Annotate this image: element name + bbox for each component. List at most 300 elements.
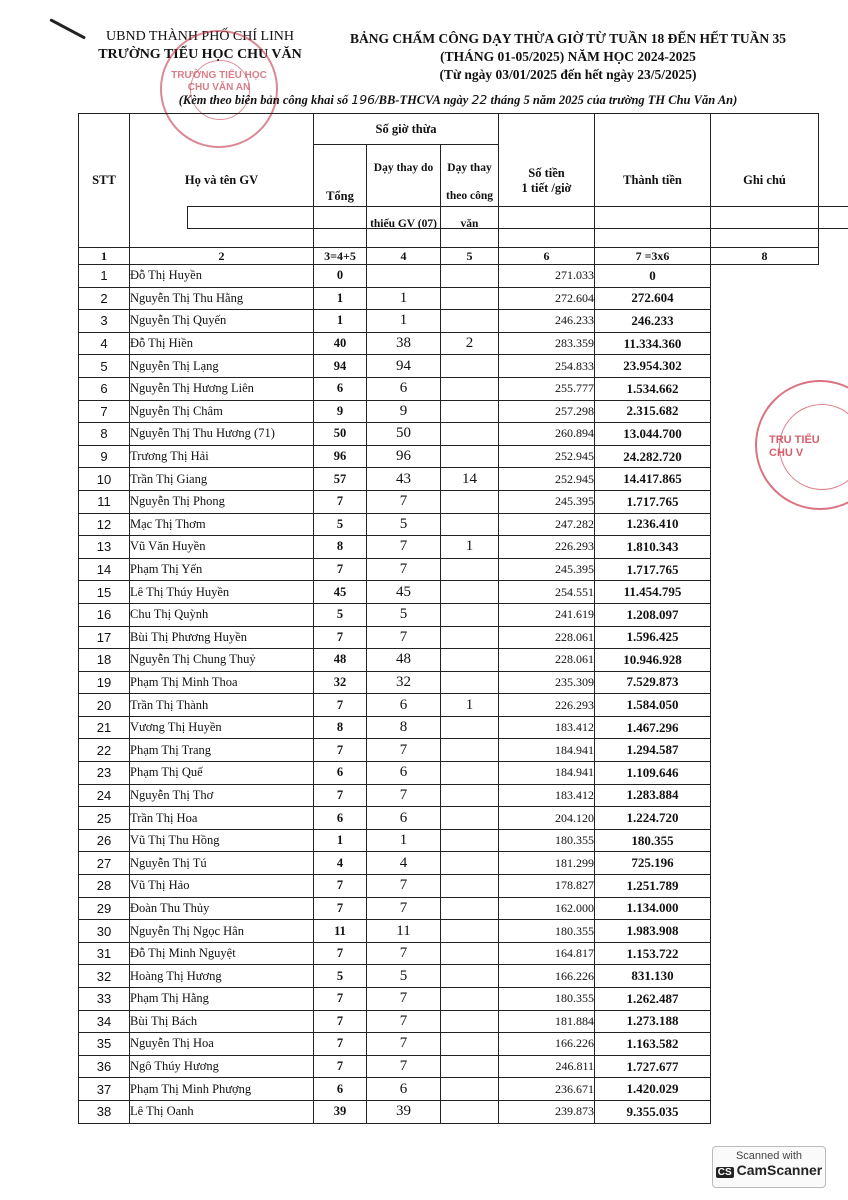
cell-stt: 10 — [79, 468, 130, 491]
cell-total-hours: 7 — [314, 988, 367, 1011]
cell-total-hours: 8 — [314, 716, 367, 739]
cell-teacher-name: Phạm Thị Minh Phượng — [130, 1078, 314, 1101]
cell-substitute-hours: 7 — [367, 490, 441, 513]
table-row — [79, 671, 819, 694]
cell-rate-per-hour: 246.233 — [499, 310, 595, 333]
day-thay-theo-line-3: văn — [460, 218, 479, 230]
cell-amount: 7.529.873 — [595, 671, 711, 694]
table-row — [79, 920, 819, 943]
cell-substitute-hours: 7 — [367, 897, 441, 920]
cell-amount: 1.983.908 — [595, 920, 711, 943]
cell-official-substitute-hours — [441, 265, 499, 288]
camscanner-logo-icon: CS — [717, 1167, 732, 1178]
cell-total-hours: 1 — [314, 829, 367, 852]
table-row — [79, 1010, 819, 1033]
cell-stt: 16 — [79, 603, 130, 626]
cell-amount: 725.196 — [595, 852, 711, 875]
cell-stt: 27 — [79, 852, 130, 875]
cell-amount: 1.534.662 — [595, 377, 711, 400]
cell-total-hours: 7 — [314, 1033, 367, 1056]
table-row — [79, 965, 819, 988]
cell-total-hours: 6 — [314, 1078, 367, 1101]
col-header-name: Họ và tên GV — [130, 114, 314, 248]
cell-substitute-hours: 96 — [367, 445, 441, 468]
cell-total-hours: 7 — [314, 558, 367, 581]
cell-teacher-name: Trần Thị Hoa — [130, 807, 314, 830]
cell-teacher-name: Trương Thị Hải — [130, 445, 314, 468]
cell-total-hours: 7 — [314, 1010, 367, 1033]
cell-amount: 1.163.582 — [595, 1033, 711, 1056]
cell-official-substitute-hours — [441, 626, 499, 649]
header-row-1 — [79, 114, 819, 145]
column-number: 2 — [130, 248, 314, 265]
title-line-2: (THÁNG 01-05/2025) NĂM HỌC 2024-2025 — [440, 49, 696, 64]
cell-teacher-name: Phạm Thị Quế — [130, 762, 314, 785]
cell-amount: 1.584.050 — [595, 694, 711, 717]
cell-rate-per-hour: 183.412 — [499, 716, 595, 739]
cell-substitute-hours: 7 — [367, 626, 441, 649]
cell-stt: 37 — [79, 1078, 130, 1101]
cell-teacher-name: Phạm Thị Minh Thoa — [130, 671, 314, 694]
column-number: 4 — [367, 248, 441, 265]
table-row — [79, 310, 819, 333]
cell-rate-per-hour: 239.873 — [499, 1100, 595, 1123]
cell-substitute-hours: 1 — [367, 287, 441, 310]
title-line-1: BẢNG CHẤM CÔNG DẠY THỪA GIỜ TỪ TUẦN 18 ĐẾN HẾT TUẦN 35 — [349, 31, 787, 46]
cell-official-substitute-hours — [441, 988, 499, 1011]
cell-teacher-name: Nguyễn Thị Tú — [130, 852, 314, 875]
cell-total-hours: 9 — [314, 400, 367, 423]
cell-teacher-name: Nguyễn Thị Chung Thuỷ — [130, 649, 314, 672]
cell-amount: 1.727.677 — [595, 1055, 711, 1078]
cell-official-substitute-hours: 1 — [441, 536, 499, 559]
cell-rate-per-hour: 228.061 — [499, 626, 595, 649]
cell-rate-per-hour: 241.619 — [499, 603, 595, 626]
cell-substitute-hours: 7 — [367, 875, 441, 898]
table-row — [79, 852, 819, 875]
cell-total-hours: 11 — [314, 920, 367, 943]
cell-amount: 11.454.795 — [595, 581, 711, 604]
cell-official-substitute-hours — [441, 897, 499, 920]
col-header-tong: Tổng — [314, 145, 367, 248]
day-thay-theo-line-2: theo công — [446, 190, 493, 202]
cell-stt: 13 — [79, 536, 130, 559]
cell-official-substitute-hours — [441, 355, 499, 378]
cell-total-hours: 40 — [314, 332, 367, 355]
cell-official-substitute-hours — [441, 852, 499, 875]
cell-substitute-hours: 7 — [367, 784, 441, 807]
table-row — [79, 942, 819, 965]
table-row — [79, 988, 819, 1011]
note-prefix: (Kèm theo biên bản công khai số — [178, 93, 349, 107]
cell-substitute-hours: 50 — [367, 423, 441, 446]
cell-substitute-hours: 39 — [367, 1100, 441, 1123]
cell-amount: 1.420.029 — [595, 1078, 711, 1101]
note-day: 22 — [471, 92, 488, 107]
cell-total-hours: 7 — [314, 490, 367, 513]
cell-substitute-hours: 6 — [367, 1078, 441, 1101]
cell-official-substitute-hours — [441, 423, 499, 446]
cell-substitute-hours: 7 — [367, 1010, 441, 1033]
cell-official-substitute-hours — [441, 377, 499, 400]
cell-official-substitute-hours — [441, 965, 499, 988]
cell-teacher-name: Phạm Thị Hằng — [130, 988, 314, 1011]
cell-teacher-name: Phạm Thị Trang — [130, 739, 314, 762]
cell-rate-per-hour: 164.817 — [499, 942, 595, 965]
cell-amount: 23.954.302 — [595, 355, 711, 378]
table-row — [79, 897, 819, 920]
cell-teacher-name: Vũ Thị Thu Hồng — [130, 829, 314, 852]
cell-substitute-hours: 6 — [367, 762, 441, 785]
cell-total-hours: 7 — [314, 942, 367, 965]
cell-substitute-hours: 7 — [367, 1055, 441, 1078]
cell-rate-per-hour: 228.061 — [499, 649, 595, 672]
cell-substitute-hours: 7 — [367, 558, 441, 581]
cell-official-substitute-hours — [441, 920, 499, 943]
cell-official-substitute-hours — [441, 1055, 499, 1078]
cell-amount: 1.810.343 — [595, 536, 711, 559]
table-row — [79, 445, 819, 468]
cell-substitute-hours: 7 — [367, 536, 441, 559]
cell-official-substitute-hours — [441, 287, 499, 310]
cell-stt: 21 — [79, 716, 130, 739]
cell-substitute-hours: 11 — [367, 920, 441, 943]
cell-teacher-name: Nguyễn Thị Hoa — [130, 1033, 314, 1056]
cell-rate-per-hour: 245.395 — [499, 558, 595, 581]
cell-stt: 19 — [79, 671, 130, 694]
cell-stt: 9 — [79, 445, 130, 468]
title-line-3: (Từ ngày 03/01/2025 đến hết ngày 23/5/2025) — [439, 67, 697, 82]
cell-rate-per-hour: 255.777 — [499, 377, 595, 400]
cell-total-hours: 7 — [314, 784, 367, 807]
cell-stt: 2 — [79, 287, 130, 310]
cell-substitute-hours: 6 — [367, 694, 441, 717]
cell-substitute-hours: 7 — [367, 1033, 441, 1056]
cell-amount: 1.283.884 — [595, 784, 711, 807]
cell-amount: 1.717.765 — [595, 558, 711, 581]
cell-amount: 1.262.487 — [595, 988, 711, 1011]
cell-total-hours: 39 — [314, 1100, 367, 1123]
cell-teacher-name: Nguyễn Thị Hương Liên — [130, 377, 314, 400]
cell-stt: 25 — [79, 807, 130, 830]
cell-official-substitute-hours — [441, 739, 499, 762]
column-number: 7 =3x6 — [595, 248, 711, 265]
cell-teacher-name: Lê Thị Thúy Huyền — [130, 581, 314, 604]
cell-teacher-name: Nguyễn Thị Phong — [130, 490, 314, 513]
cell-stt: 6 — [79, 377, 130, 400]
cell-rate-per-hour: 236.671 — [499, 1078, 595, 1101]
cell-rate-per-hour: 162.000 — [499, 897, 595, 920]
cell-substitute-hours — [367, 265, 441, 288]
cell-amount: 9.355.035 — [595, 1100, 711, 1123]
cell-amount: 1.467.296 — [595, 716, 711, 739]
table-row — [79, 490, 819, 513]
cell-rate-per-hour: 245.395 — [499, 490, 595, 513]
column-number: 6 — [499, 248, 595, 265]
cell-official-substitute-hours: 2 — [441, 332, 499, 355]
cell-rate-per-hour: 247.282 — [499, 513, 595, 536]
cell-teacher-name: Vũ Văn Huyền — [130, 536, 314, 559]
cell-amount: 1.134.000 — [595, 897, 711, 920]
cell-teacher-name: Hoàng Thị Hương — [130, 965, 314, 988]
cell-substitute-hours: 5 — [367, 513, 441, 536]
cell-rate-per-hour: 235.309 — [499, 671, 595, 694]
so-tien-line-2: 1 tiết /giờ — [521, 180, 572, 195]
table-row — [79, 423, 819, 446]
cell-teacher-name: Nguyễn Thị Châm — [130, 400, 314, 423]
cell-official-substitute-hours: 1 — [441, 694, 499, 717]
table-row — [79, 558, 819, 581]
cell-note — [187, 206, 848, 230]
table-row — [79, 355, 819, 378]
cell-teacher-name: Chu Thị Quỳnh — [130, 603, 314, 626]
cell-substitute-hours: 7 — [367, 739, 441, 762]
cell-amount: 0 — [595, 265, 711, 288]
cell-total-hours: 6 — [314, 762, 367, 785]
cell-amount: 1.224.720 — [595, 807, 711, 830]
cell-total-hours: 7 — [314, 626, 367, 649]
cell-official-substitute-hours — [441, 829, 499, 852]
cell-total-hours: 7 — [314, 694, 367, 717]
cell-teacher-name: Đỗ Thị Hiền — [130, 332, 314, 355]
cell-official-substitute-hours — [441, 1033, 499, 1056]
note-middle: /BB-THCVA ngày — [375, 93, 469, 107]
cell-total-hours: 7 — [314, 875, 367, 898]
table-row — [79, 581, 819, 604]
cell-amount: 1.717.765 — [595, 490, 711, 513]
cell-rate-per-hour: 254.833 — [499, 355, 595, 378]
org-line-1: UBND THÀNH PHỐ CHÍ LINH — [106, 29, 294, 44]
cell-total-hours: 45 — [314, 581, 367, 604]
cell-teacher-name: Bùi Thị Phương Huyền — [130, 626, 314, 649]
cell-stt: 28 — [79, 875, 130, 898]
cell-amount: 272.604 — [595, 287, 711, 310]
cell-official-substitute-hours — [441, 649, 499, 672]
table-row — [79, 513, 819, 536]
cell-rate-per-hour: 246.811 — [499, 1055, 595, 1078]
cell-stt: 31 — [79, 942, 130, 965]
cell-teacher-name: Đỗ Thị Huyền — [130, 265, 314, 288]
column-number: 8 — [711, 248, 819, 265]
cell-amount: 10.946.928 — [595, 649, 711, 672]
cell-rate-per-hour: 271.033 — [499, 265, 595, 288]
day-thay-theo-line-1: Dạy thay — [447, 162, 492, 174]
col-header-day-thay-theo — [441, 145, 499, 248]
cell-official-substitute-hours — [441, 784, 499, 807]
table-row — [79, 716, 819, 739]
cell-official-substitute-hours — [441, 400, 499, 423]
document-title — [318, 30, 818, 84]
stamp-right-text: TRU TIỂU CHU V — [769, 434, 820, 459]
cell-substitute-hours: 8 — [367, 716, 441, 739]
cell-teacher-name: Phạm Thị Yến — [130, 558, 314, 581]
table-row — [79, 875, 819, 898]
cell-total-hours: 96 — [314, 445, 367, 468]
cell-total-hours: 4 — [314, 852, 367, 875]
cell-substitute-hours: 9 — [367, 400, 441, 423]
cell-official-substitute-hours — [441, 1100, 499, 1123]
note-suffix: tháng 5 năm 2025 của trường TH Chu Văn An) — [490, 93, 738, 107]
day-thay-do-line-2: thiếu GV (07) — [370, 218, 437, 230]
table-row — [79, 1100, 819, 1123]
cell-stt: 14 — [79, 558, 130, 581]
cell-official-substitute-hours — [441, 310, 499, 333]
table-row — [79, 807, 819, 830]
column-number-row — [79, 248, 819, 265]
table-row — [79, 1078, 819, 1101]
cell-substitute-hours: 32 — [367, 671, 441, 694]
cell-total-hours: 6 — [314, 807, 367, 830]
cell-official-substitute-hours — [441, 942, 499, 965]
cell-stt: 4 — [79, 332, 130, 355]
cell-rate-per-hour: 260.894 — [499, 423, 595, 446]
cell-official-substitute-hours — [441, 807, 499, 830]
cell-official-substitute-hours — [441, 490, 499, 513]
cell-stt: 8 — [79, 423, 130, 446]
cell-rate-per-hour: 252.945 — [499, 445, 595, 468]
cell-teacher-name: Lê Thị Oanh — [130, 1100, 314, 1123]
column-number: 1 — [79, 248, 130, 265]
cell-total-hours: 5 — [314, 965, 367, 988]
cell-amount: 1.236.410 — [595, 513, 711, 536]
cell-stt: 35 — [79, 1033, 130, 1056]
col-header-so-gio-thua: Số giờ thừa — [314, 114, 499, 145]
cell-amount: 1.251.789 — [595, 875, 711, 898]
cell-stt: 38 — [79, 1100, 130, 1123]
cell-substitute-hours: 1 — [367, 829, 441, 852]
cell-official-substitute-hours — [441, 558, 499, 581]
cell-stt: 23 — [79, 762, 130, 785]
column-number: 5 — [441, 248, 499, 265]
cell-rate-per-hour: 283.359 — [499, 332, 595, 355]
cell-official-substitute-hours — [441, 875, 499, 898]
table-row — [79, 265, 819, 288]
cell-amount: 1.596.425 — [595, 626, 711, 649]
cell-rate-per-hour: 180.355 — [499, 920, 595, 943]
cell-stt: 26 — [79, 829, 130, 852]
cell-amount: 11.334.360 — [595, 332, 711, 355]
cell-teacher-name: Nguyễn Thị Quyến — [130, 310, 314, 333]
cell-amount: 831.130 — [595, 965, 711, 988]
cell-total-hours: 1 — [314, 287, 367, 310]
overtime-table — [78, 113, 819, 1124]
cell-amount: 1.153.722 — [595, 942, 711, 965]
cell-stt: 33 — [79, 988, 130, 1011]
col-header-ghi-chu: Ghi chú — [711, 114, 819, 248]
cell-teacher-name: Mạc Thị Thơm — [130, 513, 314, 536]
table-row — [79, 1055, 819, 1078]
cell-total-hours: 32 — [314, 671, 367, 694]
cell-rate-per-hour: 184.941 — [499, 739, 595, 762]
cell-stt: 30 — [79, 920, 130, 943]
cell-rate-per-hour: 184.941 — [499, 762, 595, 785]
cell-stt: 15 — [79, 581, 130, 604]
cell-substitute-hours: 7 — [367, 942, 441, 965]
cell-official-substitute-hours: 14 — [441, 468, 499, 491]
cell-teacher-name: Vũ Thị Hảo — [130, 875, 314, 898]
cell-total-hours: 6 — [314, 377, 367, 400]
cell-official-substitute-hours — [441, 581, 499, 604]
cell-teacher-name: Trần Thị Giang — [130, 468, 314, 491]
cell-stt: 12 — [79, 513, 130, 536]
cell-rate-per-hour: 272.604 — [499, 287, 595, 310]
cell-stt: 24 — [79, 784, 130, 807]
cell-rate-per-hour: 204.120 — [499, 807, 595, 830]
table-row — [79, 1033, 819, 1056]
cell-teacher-name: Vương Thị Huyền — [130, 716, 314, 739]
table-row — [79, 400, 819, 423]
cell-official-substitute-hours — [441, 1010, 499, 1033]
cell-stt: 29 — [79, 897, 130, 920]
cell-stt: 36 — [79, 1055, 130, 1078]
cell-stt: 11 — [79, 490, 130, 513]
cell-stt: 1 — [79, 265, 130, 288]
cell-total-hours: 8 — [314, 536, 367, 559]
cell-official-substitute-hours — [441, 716, 499, 739]
cell-substitute-hours: 1 — [367, 310, 441, 333]
cell-teacher-name: Nguyễn Thị Thu Hằng — [130, 287, 314, 310]
cell-stt: 34 — [79, 1010, 130, 1033]
camscanner-badge — [712, 1146, 826, 1188]
cell-total-hours: 5 — [314, 603, 367, 626]
cell-substitute-hours: 43 — [367, 468, 441, 491]
cell-rate-per-hour: 166.226 — [499, 1033, 595, 1056]
cell-stt: 5 — [79, 355, 130, 378]
cell-teacher-name: Bùi Thị Bách — [130, 1010, 314, 1033]
cell-rate-per-hour: 226.293 — [499, 536, 595, 559]
cell-substitute-hours: 38 — [367, 332, 441, 355]
table-row — [79, 536, 819, 559]
table-row — [79, 784, 819, 807]
cell-rate-per-hour: 180.355 — [499, 829, 595, 852]
cell-rate-per-hour: 181.299 — [499, 852, 595, 875]
seal-text: TRƯỜNG TIỂU HỌC CHU VĂN AN — [171, 70, 267, 93]
column-number: 3=4+5 — [314, 248, 367, 265]
cell-official-substitute-hours — [441, 671, 499, 694]
cell-amount: 24.282.720 — [595, 445, 711, 468]
cell-rate-per-hour: 257.298 — [499, 400, 595, 423]
cell-teacher-name: Nguyễn Thị Lạng — [130, 355, 314, 378]
cell-teacher-name: Đỗ Thị Minh Nguyệt — [130, 942, 314, 965]
cell-amount: 14.417.865 — [595, 468, 711, 491]
cell-official-substitute-hours — [441, 603, 499, 626]
cell-total-hours: 48 — [314, 649, 367, 672]
cell-teacher-name: Nguyễn Thị Thơ — [130, 784, 314, 807]
cell-total-hours: 0 — [314, 265, 367, 288]
cell-total-hours: 7 — [314, 1055, 367, 1078]
org-line-2: TRƯỜNG TIỂU HỌC CHU VĂN — [98, 47, 302, 62]
cell-stt: 3 — [79, 310, 130, 333]
cell-amount: 1.273.188 — [595, 1010, 711, 1033]
cell-stt: 32 — [79, 965, 130, 988]
badge-line-2 — [713, 1162, 825, 1178]
cell-official-substitute-hours — [441, 513, 499, 536]
cell-total-hours: 7 — [314, 739, 367, 762]
cell-rate-per-hour: 178.827 — [499, 875, 595, 898]
cell-substitute-hours: 48 — [367, 649, 441, 672]
table-row — [79, 739, 819, 762]
table-body — [79, 265, 819, 1124]
cell-substitute-hours: 5 — [367, 965, 441, 988]
cell-rate-per-hour: 180.355 — [499, 988, 595, 1011]
table-row — [79, 287, 819, 310]
attachment-note — [108, 92, 808, 108]
note-number: 196 — [351, 92, 376, 107]
cell-substitute-hours: 94 — [367, 355, 441, 378]
cell-rate-per-hour: 254.551 — [499, 581, 595, 604]
cell-rate-per-hour: 226.293 — [499, 694, 595, 717]
cell-stt: 22 — [79, 739, 130, 762]
